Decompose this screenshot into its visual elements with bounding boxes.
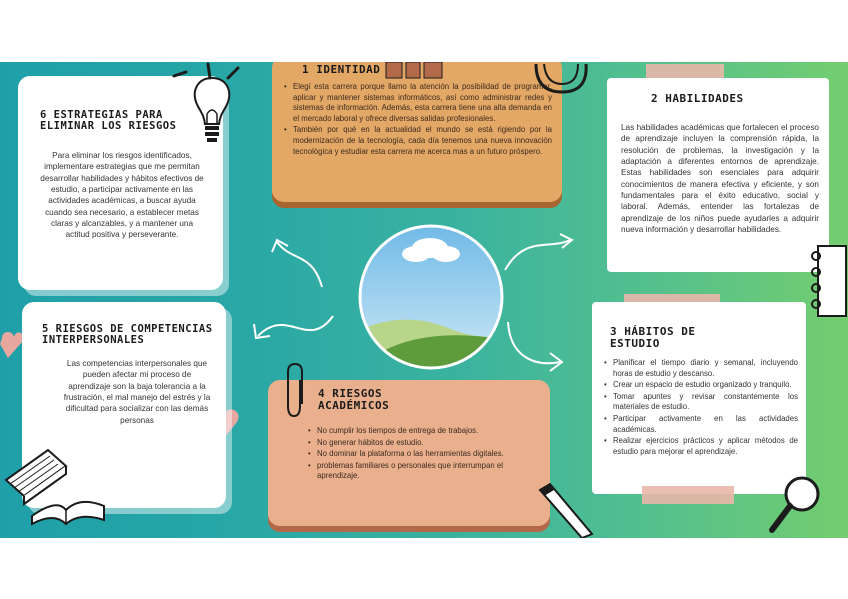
identity-bullet: • También por qué en la actualidad el mundo se está rigiendo por la modernización de la tecnología, cada día tenemos una nueva innovación tecnológica y estudiar esta carrera me acerca mas a un futuro próspero. [284, 125, 552, 157]
skills-title: 2 HABILIDADES [651, 92, 744, 105]
skills-body: Las habilidades académicas que fortalecen el proceso de aprendizaje incluyen la comprensión rápida, la resolución de problemas, la investigación y la adaptación a diferentes entornos de aprendizaje. Estas habilidades son esenciales para adquirir conocimientos de manera efectiva y eficiente, y son fundamentales para el éxito educativo, social y laboral. Además, entender las fortalezas de aprendizaje de los niños puede ayudarles a adquirir nueva información y desarrollar habilidades. [621, 123, 819, 234]
infographic-canvas [0, 62, 848, 538]
arrow-lower-right-icon [500, 317, 570, 377]
arrow-lower-left-icon [248, 296, 338, 356]
spiral-notebook-icon [808, 242, 848, 320]
academic-card [268, 380, 550, 526]
landscape-circle [358, 224, 504, 370]
academic-bullet: • No generar hábitos de estudio. [308, 438, 508, 449]
tape-strip [642, 486, 734, 504]
books-icon [2, 436, 108, 526]
pencil-icon [536, 482, 596, 538]
interpersonal-body: Las competencias interpersonales que pueden afectar mi proceso de aprendizaje son la baja tolerancia a la frustración, el mal manejo del estrés y la dificultad para socializar con las demás personas [63, 359, 211, 425]
tape-strip [646, 64, 724, 78]
paperclip-icon [284, 360, 308, 420]
habits-card [592, 302, 806, 494]
habits-bullet: • Crear un espacio de estudio organizado y tranquilo. [604, 380, 798, 391]
magnifying-glass-icon [766, 472, 826, 538]
academic-title: 4 RIESGOS ACADÉMICOS [318, 387, 390, 412]
habits-bullet: • Planificar el tiempo diario y semanal, incluyendo horas de estudio y descanso. [604, 358, 798, 379]
interpersonal-title: 5 RIESGOS DE COMPETENCIAS INTERPERSONALES [42, 323, 213, 347]
habits-title: 3 HÁBITOS DE ESTUDIO [610, 325, 696, 350]
skills-card [607, 78, 829, 272]
strategies-title: 6 ESTRATEGIAS PARA ELIMINAR LOS RIESGOS [40, 109, 177, 133]
habits-bullet: • Tomar apuntes y revisar constantemente los materiales de estudio. [604, 392, 798, 413]
identity-card [272, 62, 562, 202]
arrow-upper-right-icon [500, 230, 580, 280]
magnifying-glass-icon [530, 62, 590, 102]
identity-bullet: • Elegí esta carrera porque llamo la atención la posibilidad de programar, aplicar y mantener sistemas informáticos, así como administrar redes y sistemas de información. Además, esta carrera tiene una alta demanda en el mercado laboral y ofrece diversas salidas profesionales. [284, 82, 552, 124]
academic-bullet: • problemas familiares o personales que interrumpan el aprendizaje. [308, 461, 508, 482]
strategies-body: Para eliminar los riesgos identificados, implementare estrategias que me permitan desarrollar habilidades y hábitos efectivos de estudio, a participar activamente en las actividades académicas, a buscar ayuda cuando sea necesario, a establecer metas claras y alcanzables, y a mantener una actitud positiva y perseverante. [40, 151, 204, 240]
habits-bullet: • Realizar ejercicios prácticos y aplicar métodos de estudio para mejorar el aprendizaje. [604, 436, 798, 457]
light-rays-icon [168, 62, 258, 86]
books-icon [384, 62, 446, 80]
academic-bullet: • No cumplir los tiempos de entrega de trabajos. [308, 426, 508, 437]
academic-bullet: • No dominar la plataforma o las herramientas digitales. [308, 449, 508, 460]
identity-title: 1 IDENTIDAD [302, 63, 381, 76]
arrow-upper-left-icon [262, 232, 332, 292]
heart-icon [0, 330, 22, 360]
habits-bullet: • Participar activamente en las actividades académicas. [604, 414, 798, 435]
lightbulb-icon [190, 74, 234, 158]
